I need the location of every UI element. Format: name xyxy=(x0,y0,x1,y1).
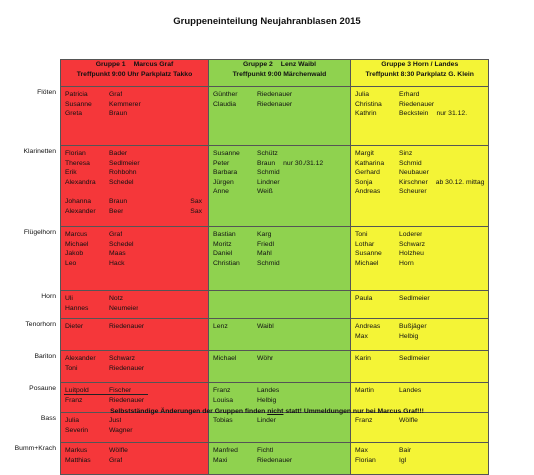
last-name: Riedenauer xyxy=(257,100,293,108)
last-name: Waibl xyxy=(257,323,274,330)
first-name: Tobias xyxy=(213,417,233,424)
first-name: Michael xyxy=(213,355,237,362)
last-name: Sedlmeier xyxy=(399,355,430,362)
last-name: Scheurer xyxy=(399,188,427,196)
group-row xyxy=(61,291,489,319)
first-name: Erik xyxy=(65,169,77,177)
member-entry xyxy=(213,259,346,269)
first-name: Greta xyxy=(65,110,82,118)
first-name: Martin xyxy=(355,387,374,394)
last-name: Karg xyxy=(257,231,272,238)
first-name: Dieter xyxy=(65,323,84,330)
member-entry xyxy=(65,90,204,100)
last-name: Bader xyxy=(109,150,128,157)
member-entry xyxy=(355,168,484,178)
member-entry xyxy=(65,109,204,119)
last-name: Riedenauer xyxy=(257,456,293,464)
last-name: Holzheu xyxy=(399,250,424,258)
group1-meeting-point: Treffpunkt 9:00 Uhr Parkplatz Takko xyxy=(76,70,193,78)
last-name: Linder xyxy=(257,417,276,424)
first-name: Leo xyxy=(65,259,77,267)
group2-cell xyxy=(209,146,351,227)
group-row xyxy=(61,146,489,227)
member-entry xyxy=(213,249,346,259)
first-name: Franz xyxy=(65,396,83,404)
member-entry xyxy=(213,416,346,426)
group2-cell xyxy=(209,319,351,351)
member-entry xyxy=(65,168,204,178)
first-name: Peter xyxy=(213,159,230,167)
first-name: Matthias xyxy=(65,456,91,464)
member-note: Sax xyxy=(190,197,202,205)
first-name: Florian xyxy=(65,150,86,157)
member-entry xyxy=(355,187,484,197)
member-entry xyxy=(355,416,484,426)
last-name: Neubauer xyxy=(399,169,429,177)
member-entry xyxy=(65,187,204,197)
instrument-label: Bariton xyxy=(34,353,56,360)
group3-cell xyxy=(351,87,489,146)
last-name: Helbig xyxy=(399,332,419,340)
group1-cell xyxy=(61,87,209,146)
first-name: Franz xyxy=(355,417,373,424)
first-name: Michael xyxy=(355,259,379,267)
first-name: Julia xyxy=(65,417,79,424)
group3-cell xyxy=(351,351,489,383)
last-name: Notz xyxy=(109,295,123,302)
member-entry xyxy=(65,322,204,332)
first-name: Uli xyxy=(65,295,73,302)
first-name: Paula xyxy=(355,295,373,302)
member-entry xyxy=(213,456,346,466)
member-entry xyxy=(65,100,204,110)
last-name: Rohbohn xyxy=(109,169,137,177)
last-name: Just xyxy=(109,417,122,424)
member-entry xyxy=(355,90,484,100)
member-entry xyxy=(355,322,484,332)
first-name: Michael xyxy=(65,240,89,248)
first-name: Günther xyxy=(213,91,238,98)
group1-cell xyxy=(61,443,209,475)
first-name: Bastian xyxy=(213,231,236,238)
first-name xyxy=(65,187,109,197)
last-name: Landes xyxy=(399,387,422,394)
group1-header xyxy=(61,60,209,87)
last-name: Sedlmeier xyxy=(109,159,140,167)
group1-cell xyxy=(61,227,209,291)
member-entry xyxy=(65,456,204,466)
member-entry xyxy=(213,168,346,178)
last-name: Riedenauer xyxy=(399,100,435,108)
first-name: Alexander xyxy=(65,355,96,362)
last-name: Neumeier xyxy=(109,304,139,312)
last-name: Erhard xyxy=(399,91,420,98)
member-entry xyxy=(213,90,346,100)
first-name: Julia xyxy=(355,91,369,98)
last-name: Riedenauer xyxy=(109,364,145,372)
member-entry xyxy=(355,456,484,466)
first-name: Theresa xyxy=(65,159,90,167)
first-name: Anne xyxy=(213,188,229,196)
last-name: Schedel xyxy=(109,240,134,248)
group1-cell xyxy=(61,291,209,319)
last-name: Friedl xyxy=(257,240,274,248)
group2-leader: Lenz Waibl xyxy=(280,61,317,68)
instrument-label: Flöten xyxy=(37,89,56,96)
first-name: Severin xyxy=(65,426,89,434)
member-entry xyxy=(213,240,346,250)
first-name: Margit xyxy=(355,150,374,157)
last-name: Braun xyxy=(109,110,128,118)
member-entry xyxy=(65,240,204,250)
group2-cell xyxy=(209,413,351,443)
last-name: Fischer xyxy=(109,387,132,394)
member-entry xyxy=(355,354,484,364)
member-entry xyxy=(65,178,204,188)
first-name: Kathrin xyxy=(355,110,377,118)
first-name: Maxi xyxy=(213,456,228,464)
first-name: Sonja xyxy=(355,178,373,186)
first-name: Susanne xyxy=(355,250,382,258)
member-entry xyxy=(65,304,204,314)
last-name: Beckstein xyxy=(399,110,429,118)
group-row xyxy=(61,319,489,351)
group3-name: Gruppe 3 Horn / Landes xyxy=(381,61,459,68)
group2-cell xyxy=(209,227,351,291)
first-name: Alexandra xyxy=(65,178,96,186)
member-entry xyxy=(355,332,484,342)
footer-note xyxy=(0,408,534,415)
first-name: Claudia xyxy=(213,100,237,108)
member-note: ab 30.12. mittag xyxy=(435,178,485,186)
first-name: Johanna xyxy=(65,197,92,205)
member-entry xyxy=(213,100,346,110)
member-entry xyxy=(65,396,204,406)
first-name: Manfred xyxy=(213,447,238,454)
member-entry xyxy=(65,159,204,169)
group1-cell xyxy=(61,351,209,383)
member-entry xyxy=(65,354,204,364)
member-entry xyxy=(65,446,204,456)
member-entry xyxy=(213,354,346,364)
last-name: Riedenauer xyxy=(257,91,293,98)
member-entry xyxy=(213,159,346,169)
member-entry xyxy=(213,230,346,240)
member-entry xyxy=(355,100,484,110)
last-name: Fichtl xyxy=(257,447,274,454)
group1-cell xyxy=(61,146,209,227)
group1-cell xyxy=(61,319,209,351)
last-name: Schedel xyxy=(109,178,134,186)
instrument-label: Tenorhorn xyxy=(25,321,56,328)
instrument-label: Bass xyxy=(40,415,56,422)
instrument-label: Bumm+Krach xyxy=(14,445,56,452)
group2-cell xyxy=(209,291,351,319)
first-name: Florian xyxy=(355,456,376,464)
footer-text-before: Selbstständige Änderungen der Gruppen finden xyxy=(110,408,268,415)
member-note: Sax xyxy=(190,207,202,215)
group3-meeting-point: Treffpunkt 8:30 Parkplatz G. Klein xyxy=(365,70,474,78)
first-name: Markus xyxy=(65,447,88,454)
last-name: Kemmerer xyxy=(109,100,141,108)
last-name: Hack xyxy=(109,259,125,267)
member-entry xyxy=(213,386,346,396)
last-name: Horn xyxy=(399,259,414,267)
member-entry xyxy=(65,294,204,304)
last-name: Schmid xyxy=(399,159,422,167)
last-name: Graf xyxy=(109,91,123,98)
first-name: Jakob xyxy=(65,250,84,258)
group-row xyxy=(61,87,489,146)
page-title: Gruppeneinteilung Neujahranblasen 2015 xyxy=(173,16,361,27)
member-entry xyxy=(355,159,484,169)
first-name: Max xyxy=(355,332,368,340)
last-name: Landes xyxy=(257,387,280,394)
first-name: Andreas xyxy=(355,323,381,330)
member-entry xyxy=(355,446,484,456)
first-name: Susanne xyxy=(213,150,240,157)
first-name: Barbara xyxy=(213,169,238,177)
last-name: Schwarz xyxy=(109,355,136,362)
last-name: Igl xyxy=(399,456,407,464)
member-entry xyxy=(355,259,484,269)
member-entry xyxy=(65,426,204,436)
first-name: Christian xyxy=(213,259,240,267)
last-name: Sedlmeier xyxy=(399,295,430,302)
member-entry xyxy=(65,259,204,269)
last-name: Bußjäger xyxy=(399,323,427,330)
group2-cell xyxy=(209,443,351,475)
first-name: Moritz xyxy=(213,240,232,248)
last-name: Mahl xyxy=(257,250,272,258)
member-note: nur 30./31.12 xyxy=(283,159,324,167)
first-name: Marcus xyxy=(65,231,88,238)
group3-cell xyxy=(351,319,489,351)
group-row xyxy=(61,413,489,443)
group1-cell xyxy=(61,413,209,443)
last-name: Schwarz xyxy=(399,240,426,248)
last-name: Wölfle xyxy=(109,447,128,454)
first-name: Andreas xyxy=(355,188,381,196)
first-name: Luitpold xyxy=(65,387,89,394)
last-name: Sinz xyxy=(399,150,413,157)
group3-cell xyxy=(351,413,489,443)
group3-cell xyxy=(351,227,489,291)
member-entry xyxy=(355,178,484,188)
group2-header xyxy=(209,60,351,87)
member-entry xyxy=(213,396,346,406)
member-entry xyxy=(213,178,346,188)
last-name: Bair xyxy=(399,447,412,454)
member-entry xyxy=(65,197,204,207)
last-name: Wöhr xyxy=(257,355,274,362)
group1-leader: Marcus Graf xyxy=(133,61,174,68)
last-name: Schmid xyxy=(257,169,280,177)
member-entry xyxy=(355,294,484,304)
last-name: Wölfle xyxy=(399,417,418,424)
group-row xyxy=(61,443,489,475)
last-name: Lindner xyxy=(257,178,280,186)
first-name: Susanne xyxy=(65,100,92,108)
last-name: Wagner xyxy=(109,426,133,434)
first-name: Max xyxy=(355,447,368,454)
member-entry xyxy=(65,416,204,426)
last-name: Braun xyxy=(109,197,128,205)
member-entry xyxy=(355,240,484,250)
last-name: Maas xyxy=(109,250,126,258)
last-name: Graf xyxy=(109,456,123,464)
first-name: Hannes xyxy=(65,304,89,312)
member-entry xyxy=(355,230,484,240)
first-name: Toni xyxy=(355,231,368,238)
last-name: Weiß xyxy=(257,188,273,196)
member-entry xyxy=(65,230,204,240)
group3-cell xyxy=(351,146,489,227)
last-name: Riedenauer xyxy=(109,323,145,330)
instrument-label: Flügelhorn xyxy=(23,229,56,236)
first-name: Daniel xyxy=(213,250,233,258)
member-entry xyxy=(213,322,346,332)
last-name: Loderer xyxy=(399,231,423,238)
first-name: Lenz xyxy=(213,323,228,330)
member-note: nur 31.12. xyxy=(436,110,468,118)
first-name: Franz xyxy=(213,387,231,394)
group-row xyxy=(61,351,489,383)
member-entry xyxy=(213,187,346,197)
last-name: Riedenauer xyxy=(109,396,145,404)
first-name: Christina xyxy=(355,100,382,108)
last-name: Beer xyxy=(109,207,124,215)
member-entry xyxy=(65,207,204,217)
divider-line xyxy=(64,394,148,395)
instrument-label: Posaune xyxy=(29,385,56,392)
first-name: Patricia xyxy=(65,91,88,98)
last-name: Helbig xyxy=(257,396,277,404)
member-entry xyxy=(213,149,346,159)
first-name: Karin xyxy=(355,355,371,362)
group2-name: Gruppe 2 xyxy=(242,61,273,68)
first-name: Louisa xyxy=(213,396,234,404)
last-name: Kirschner xyxy=(399,178,428,186)
group3-cell xyxy=(351,443,489,475)
footer-emphasis: nicht xyxy=(267,408,284,415)
group2-meeting-point: Treffpunkt 9:00 Märchenwald xyxy=(232,70,327,78)
group1-name: Gruppe 1 xyxy=(95,61,126,68)
instrument-label: Horn xyxy=(41,293,56,300)
group3-header xyxy=(351,60,489,87)
member-entry xyxy=(355,249,484,259)
member-entry xyxy=(65,364,204,374)
last-name: Schütz xyxy=(257,150,278,157)
member-entry xyxy=(65,249,204,259)
first-name: Katharina xyxy=(355,159,385,167)
member-entry xyxy=(355,109,484,119)
first-name: Toni xyxy=(65,364,78,372)
first-name: Alexander xyxy=(65,207,96,215)
first-name: Lothar xyxy=(355,240,375,248)
member-entry xyxy=(213,446,346,456)
footer-text-after: statt! Ummeldungen nur bei Marcus Graf!!! xyxy=(283,408,424,415)
last-name: Graf xyxy=(109,231,123,238)
last-name: Schmid xyxy=(257,259,280,267)
group3-cell xyxy=(351,291,489,319)
group-row xyxy=(61,227,489,291)
member-entry xyxy=(355,386,484,396)
member-entry xyxy=(65,149,204,159)
last-name: Braun xyxy=(257,159,276,167)
group2-cell xyxy=(209,87,351,146)
member-entry xyxy=(355,149,484,159)
first-name: Gerhard xyxy=(355,169,380,177)
first-name: Jürgen xyxy=(213,178,234,186)
instrument-label: Klarinetten xyxy=(23,148,56,155)
group2-cell xyxy=(209,351,351,383)
